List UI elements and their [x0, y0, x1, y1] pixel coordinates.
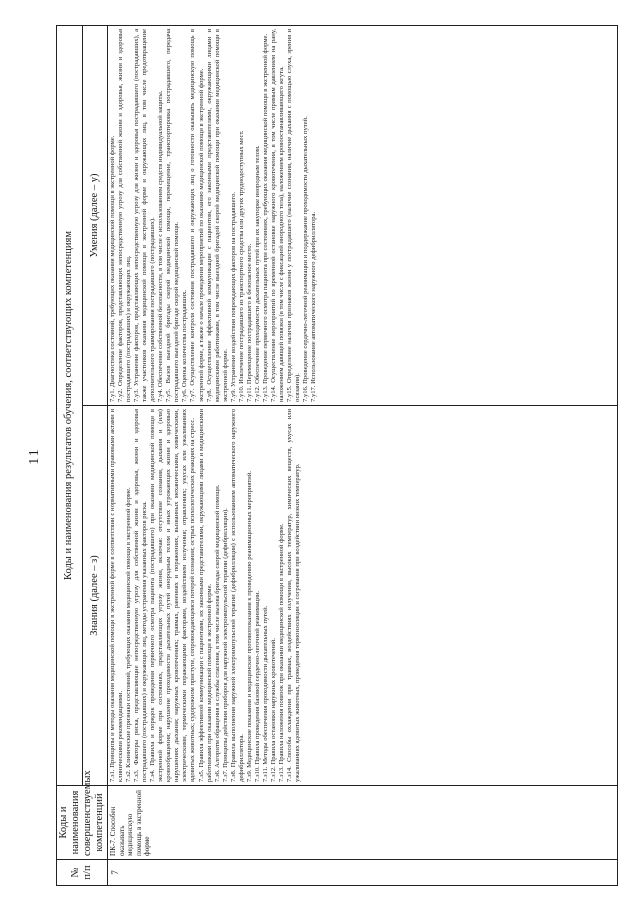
header-skills: Умения (далее – у) [82, 25, 108, 405]
header-number: № п/п [57, 860, 108, 886]
knowledge-item: 7.з6. Алгоритм обращения в службы спасения, в том числе вызова бригады скорой медицинской помощи. [213, 484, 221, 782]
competence-table [56, 25, 618, 886]
knowledge-item: 7.з4. Правила и порядок проведения первичного осмотра пациента (пострадавшего) при оказании медицинской помощи в экстренной форме при состояниях, представляющих угрозу жизни, включая: отсутствие сознания, дыхания и (или) кровообращения; нарушение проходимости дыхательных путей инородным телом и иных угрожающих жизни и здоровью нарушениях дыхания; наружных кровотечениях; травмах, ранениях и поражениях, вызванных механическими, химическими, электрическими, термическими поражающими факторами, воздействием излучения; отравлениях; укусах или ужаливаниях ядовитых животных; судорожном приступе, сопровождающемся потерей сознания; острых психологических реакциях на стресс. [149, 409, 197, 782]
header-results-group: Коды и наименования результатов обучения, соответствующих компетенциям [57, 25, 83, 785]
knowledge-item: 7.з13. Правила наложения повязок при оказании медицинской помощи в экстренной форме. [277, 523, 285, 782]
skill-item: 7.у10. Извлечение пострадавшего из транспортного средства или других труднодоступных мест. [237, 130, 245, 402]
skills-cell [108, 25, 618, 405]
skill-item: 7.у16. Проведение сердечно-легочной реанимации и поддержание проходимости дыхательных путей. [302, 116, 310, 402]
skill-item: 7.у6. Оценка количества пострадавших. [181, 289, 189, 402]
header-competence-codes: Коды и наименования совершенствуемых компетенций [57, 786, 108, 860]
knowledge-item: 7.з3. Факторы риска, представляющие непосредственную угрозу для собственной жизни и здоровья, жизни и здоровья пострадавшего (пострадавших) и окружающих лиц, методы устранения указанных факторов риска. [133, 409, 149, 782]
knowledge-item: 7.з11. Методы обеспечения проходимости дыхательных путей. [261, 605, 269, 782]
skill-item: 7.у4. Обеспечение собственной безопасности, в том числе с использованием средств индивидуальной защиты. [157, 90, 165, 402]
skill-item: 7.у13. Проведение первичного осмотра пациента при состояниях, требующих оказания медицинской помощи в экстренной форме. [261, 33, 269, 402]
skill-item: 7.у7. Осуществление контроля состояния пострадавшего и окружающих лиц о готовности оказывать медицинскую помощь в экстренной форме, а также о начале проведения мероприятий по оказанию медицинской помощи в экстренной форме. [189, 28, 205, 402]
skill-item: 7.у17. Использование автоматического наружного дефибриллятора. [310, 211, 318, 402]
knowledge-item: 7.з9. Медицинские показания и медицинские противопоказания к проведению реанимационных мероприятий. [245, 470, 253, 782]
skill-item: 7.у3. Устранение факторов, представляющих непосредственную угрозу для жизни и здоровья пострадавшего (пострадавших), а также участников оказания медицинской помощи в экстренной форме и окружающих лиц, в том числе предотвращение дополнительного травмирования пострадавшего (пострадавших). [133, 28, 157, 402]
skill-item: 7.у9. Устранение воздействия повреждающих факторов на пострадавшего. [229, 191, 237, 402]
knowledge-item: 7.з14. Способы охлаждения при травмах, воздействиях излучения, высоких температур, химических веществ, укусах или ужаливаниях ядовитых животных, проведения термоизоляции и согревания при воздействии низких температур. [286, 409, 302, 782]
skill-item: 7.у12. Обеспечение проходимости дыхательных путей при их закупорке инородным телом. [253, 145, 261, 402]
header-knowledge: Знания (далее – з) [82, 406, 108, 786]
knowledge-item: 7.з7. Принципы действия приборов для наружной электроимпульсной терапии (дефибрилляции). [221, 508, 229, 782]
skill-item: 7.у15. Определение наличия признаков жизни у пострадавшего (наличие сознания, наличие дыхания с помощью слуха, зрения и осязания). [286, 28, 302, 402]
knowledge-item: 7.з8. Правила выполнения наружной электроимпульсной терапии (дефибрилляции) с использованием автоматического наружного дефибриллятора. [229, 409, 245, 782]
skill-item: 7.у1. Диагностика состояний, требующих оказания медицинской помощи в экстренной форме. [109, 135, 116, 402]
row-number: 7 [108, 860, 618, 886]
skill-item: 7.у8. Осуществление эффективной коммуникации с пациентом, его законными представителями, окружающими лицами и медицинскими работниками, в том числе выездной бригадой скорой медицинской помощи при оказании медицинской помощи в экстренной форме. [205, 28, 229, 402]
knowledge-cell [108, 406, 618, 786]
knowledge-item: 7.з5. Правила эффективной коммуникации с пациентами, их законными представителями, окружающими лицами и медицинскими работниками при оказании медицинской помощи в экстренной форме. [197, 409, 213, 782]
rotated-landscape-content [22, 26, 618, 886]
competence-name: ПК-7. Способен оказывать медицинскую помощь в экстренной форме [108, 786, 618, 860]
skill-item: 7.у11. Перемещение пострадавшего в безопасное место. [245, 243, 253, 402]
knowledge-item: 7.з12. Правила остановки наружных кровотечений. [269, 637, 277, 782]
skill-item: 7.у14. Осуществление мероприятий по временной остановке наружного кровотечения, в том числе прямым давлением на рану, наложением давящей повязки (в том числе с фиксацией инородного тела), наложением кровоостанавливающего жгута. [269, 28, 285, 402]
skill-item: 7.у5. Вызов выездной бригады скорой медицинской помощи, перемещение, транспортировка пострадавшего, передача пострадавшего выездной бригаде скорой медицинской помощи. [165, 28, 181, 402]
knowledge-item: 7.з1. Принципы и методы оказания медицинской помощи в экстренной форме в соответствии с нормативными правовыми актами и клиническими рекомендациями. [109, 409, 125, 782]
skill-item: 7.у2. Определение факторов, представляющих непосредственную угрозу для собственной жизни и здоровья, жизни и здоровья пострадавшего (пострадавших) и окружающих лиц. [117, 28, 133, 402]
knowledge-item: 7.з2. Клинические признаки состояний, требующих оказания медицинской помощи в экстренной форме. [125, 487, 133, 782]
knowledge-item: 7.з10. Правила проведения базовой сердечно-легочной реанимации. [253, 590, 261, 782]
page-number: 11 [27, 447, 42, 465]
